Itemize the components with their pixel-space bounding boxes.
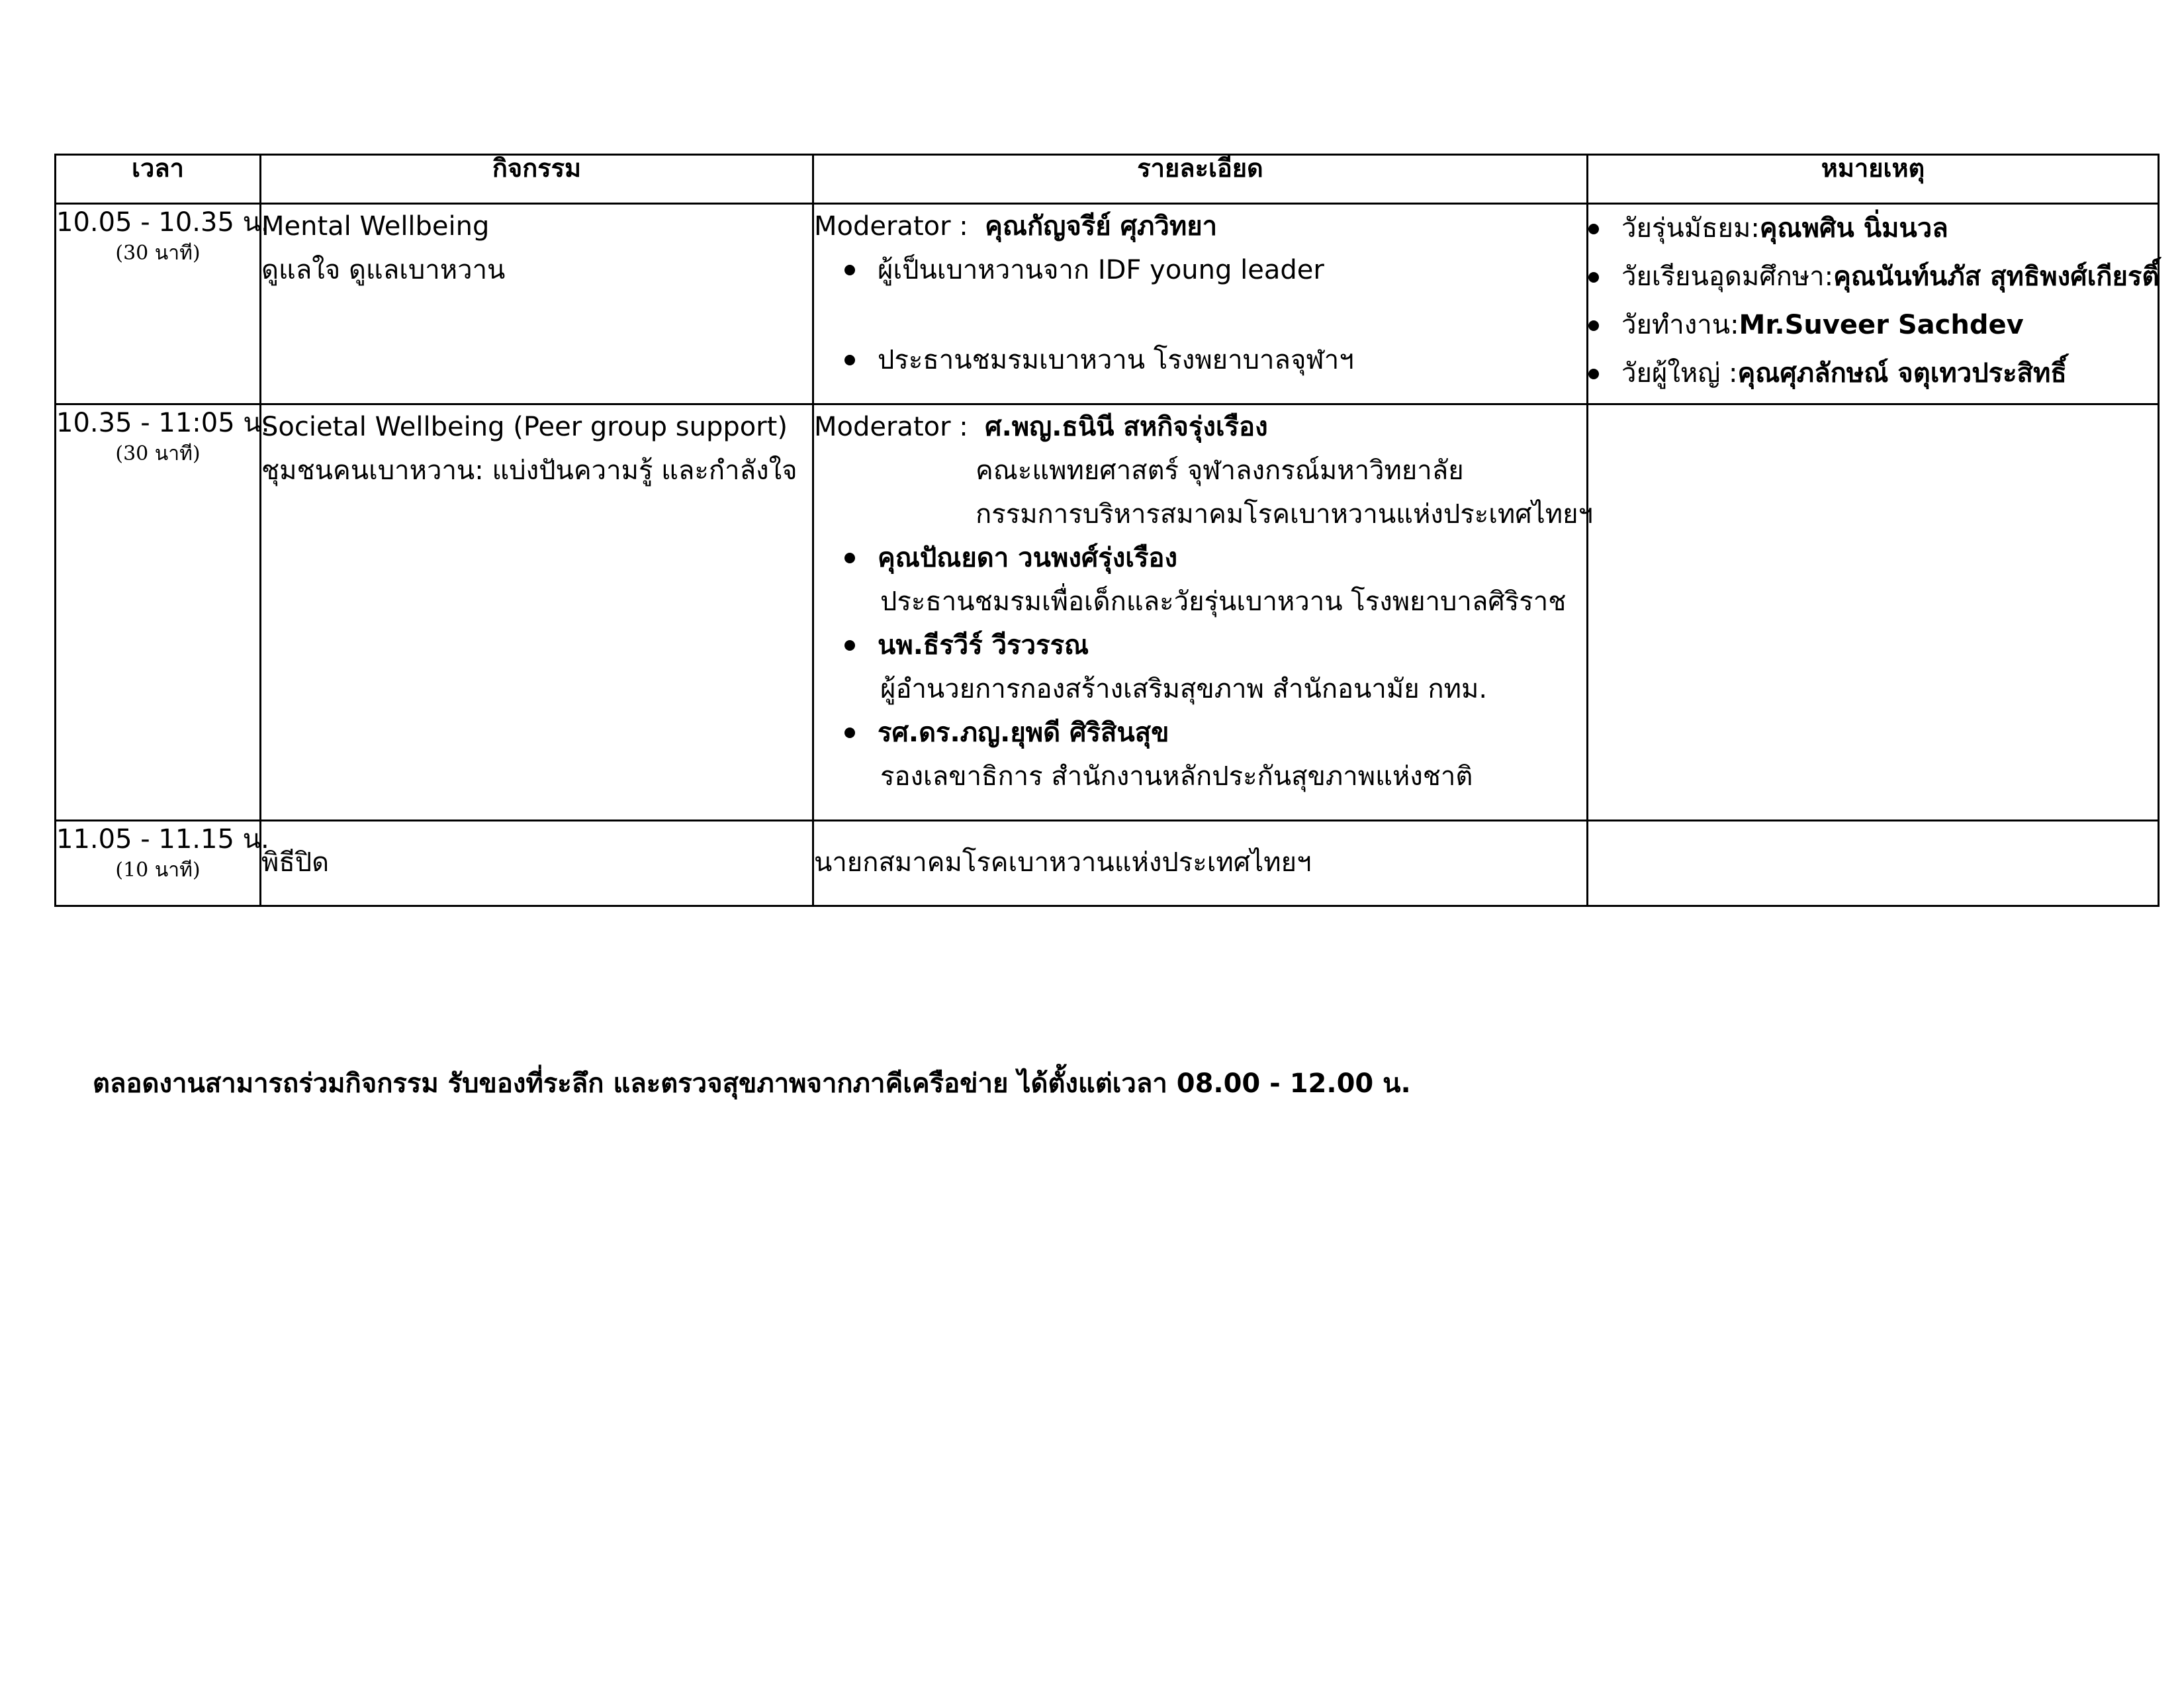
table-row (56, 404, 2159, 821)
notes-cell (1588, 821, 2159, 906)
time-range: 10.05 - 10.35 น. (56, 207, 269, 238)
moderator-affiliation: กรรมการบริหารสมาคมโรคเบาหวานแห่งประเทศไทยฯ (976, 499, 1594, 530)
speaker-role: ผู้อำนวยการกองสร้างเสริมสุขภาพ สำนักอนามัย กทม. (880, 674, 1488, 704)
moderator-affiliation: คณะแพทยศาสตร์ จุฬาลงกรณ์มหาวิทยาลัย (976, 455, 1464, 486)
detail-cell (813, 821, 1588, 906)
moderator-label: Moderator : (814, 211, 968, 242)
time-cell (56, 821, 269, 906)
moderator-name: ศ.พญ.ธนินี สหกิจรุ่งเรือง (985, 412, 1268, 442)
bullet-text: ผู้เป็นเบาหวานจาก IDF young leader (878, 255, 1324, 285)
moderator-line (814, 405, 1586, 449)
note-name: Mr.Suveer Sachdev (1739, 310, 2024, 340)
activity-subtitle: ดูแลใจ ดูแลเบาหวาน (261, 255, 506, 285)
table-row (56, 204, 2159, 404)
notes-cell (1588, 404, 2159, 821)
list-item (1588, 301, 2158, 350)
header-time: เวลา (56, 155, 261, 204)
note-label: วัยรุ่นมัธยม: (1621, 213, 1760, 244)
detail-cell (813, 204, 1588, 404)
list-item (1588, 253, 2158, 301)
note-name: คุณนันท์นภัส สุทธิพงศ์เกียรติ์ (1833, 261, 2160, 292)
bullet-icon (844, 265, 855, 275)
moderator-name: คุณกัญจรีย์ ศุภวิทยา (985, 211, 1218, 242)
note-label: วัยเรียนอุดมศึกษา: (1621, 261, 1834, 292)
table-row (56, 821, 2159, 906)
list-item (814, 711, 1586, 755)
header-activity: กิจกรรม (261, 155, 813, 204)
activity-title: Societal Wellbeing (Peer group support) (261, 412, 788, 442)
table-header-row (56, 155, 2159, 204)
speaker-role: ประธานชมรมเพื่อเด็กและวัยรุ่นเบาหวาน โรงพยาบาลศิริราช (880, 586, 1567, 617)
note-name: คุณศุภลักษณ์ จตุเทวประสิทธิ์ (1737, 358, 2067, 389)
time-range: 10.35 - 11:05 น. (56, 408, 270, 438)
list-item (814, 248, 1586, 292)
note-label: วัยทำงาน: (1621, 310, 1739, 340)
bullet-icon (844, 727, 855, 738)
note-label: วัยผู้ใหญ่ : (1621, 358, 1738, 389)
time-cell (56, 404, 270, 821)
bullet-icon (1588, 272, 1599, 283)
duration: (10 นาที) (115, 859, 201, 882)
bullet-icon (1588, 320, 1599, 331)
list-item (814, 338, 1586, 382)
bullet-icon (844, 640, 855, 651)
list-item (1588, 350, 2158, 398)
speaker-name: คุณปัณยดา วนพงศ์รุ่งเรือง (878, 543, 1177, 573)
duration: (30 นาที) (115, 442, 201, 465)
moderator-label: Moderator : (814, 412, 968, 442)
header-notes: หมายเหตุ (1588, 155, 2159, 204)
time-range: 11.05 - 11.15 น. (56, 824, 269, 855)
bullet-text: ประธานชมรมเบาหวาน โรงพยาบาลจุฬาฯ (878, 345, 1354, 375)
activity-title: Mental Wellbeing (261, 211, 490, 242)
activity-cell (261, 404, 813, 821)
list-item (814, 624, 1586, 667)
activity-subtitle: ชุมชนคนเบาหวาน: แบ่งปันความรู้ และกำลังใจ (261, 455, 797, 486)
schedule-table (54, 154, 2160, 907)
moderator-line (814, 205, 1586, 248)
bullet-icon (844, 553, 855, 563)
detail-cell (813, 404, 1594, 821)
speaker-name: รศ.ดร.ภญ.ยุพดี ศิริสินสุข (878, 718, 1169, 748)
bullet-icon (1588, 369, 1599, 379)
activity-cell (261, 821, 813, 906)
list-item (1588, 205, 2158, 253)
note-name: คุณพศิน นิ่มนวล (1759, 213, 1948, 244)
header-details: รายละเอียด (813, 155, 1588, 204)
bullet-icon (844, 355, 855, 365)
detail-text: นายกสมาคมโรคเบาหวานแห่งประเทศไทยฯ (814, 847, 1312, 878)
notes-cell (1588, 204, 2159, 404)
activity-title: พิธีปิด (261, 847, 330, 878)
activity-cell (261, 204, 813, 404)
list-item (814, 536, 1586, 580)
time-cell (56, 204, 269, 404)
speaker-role: รองเลขาธิการ สำนักงานหลักประกันสุขภาพแห่งชาติ (880, 761, 1473, 792)
duration: (30 นาที) (115, 242, 201, 265)
speaker-name: นพ.ธีรวีร์ วีรวรรณ (878, 630, 1089, 661)
bullet-icon (1588, 224, 1599, 234)
footer-note: ตลอดงานสามารถร่วมกิจกรรม รับของที่ระลึก และตรวจสุขภาพจากภาคีเครือข่าย ได้ตั้งแต่เวลา 08.00 - 12.00 น. (93, 1068, 1411, 1099)
